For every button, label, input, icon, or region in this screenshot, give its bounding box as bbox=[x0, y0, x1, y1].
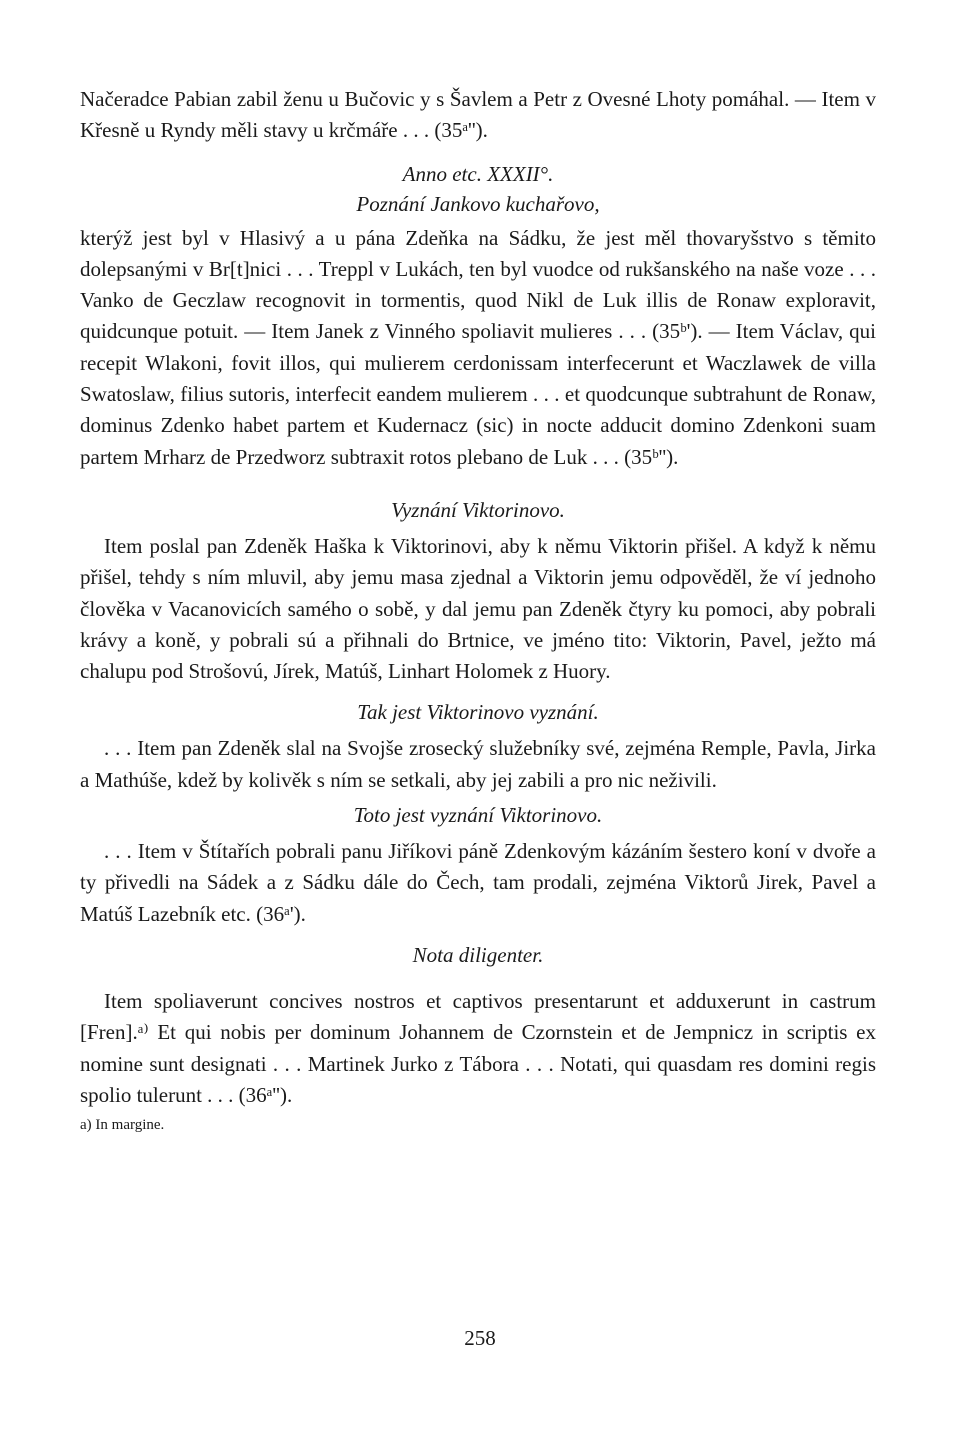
heading-nota: Nota diligenter. bbox=[412, 942, 544, 967]
paragraph-5: . . . Item v Štítařích pobrali panu Jiříkovi páně Zdenkovým kázáním šestero koní v dvoře a ty přivedli na Sádek a z Sádku dále do Čech, tam prodali, zejména Viktorů Jirek, Pavel a Matúš Lazebník etc. (36ᵃ'). bbox=[80, 839, 876, 926]
paragraph-4: . . . Item pan Zdeněk slal na Svojše zrosecký služebníky své, zejména Remple, Pavla, Jirka a Mathúše, kdež by kolivěk s ním se setkali, aby jej zabili a pro nic neživili. bbox=[80, 736, 876, 792]
heading-toto-jest: Toto jest vyznání Viktorinovo. bbox=[353, 803, 603, 828]
paragraph-6: Item spoliaverunt concives nostros et captivos presentarunt et adduxerunt in castrum [Fren].ᵃ⁾ Et qui nobis per dominum Johannem de Czornstein et de Jempnicz in scriptis ex nomine sunt designati . . . Martinek Jurko z Tábora . . . Notati, qui quasdam res domini regis spolio tulerunt . . . (36ᵃ''). bbox=[80, 988, 876, 1107]
page-number: 258 bbox=[464, 1326, 496, 1350]
paragraph-2: kterýž jest byl v Hlasivý a u pána Zdeňka na Sádku, že jest měl thovaryšstvo s těmito dolepsanými v Br[t]nici . . . Treppl v Lukách, ten byl vuodce od rukšanského na naše voze . . . Vanko de Geczlaw recognovit in tormentis, quod Nikl de Luk illis de Ronaw exploravit, quidcunque potuit. — Item Janek z Vinného spoliavit mulieres . . . (35ᵇ'). — Item Václav, qui recepit Wlakoni, fovit illos, qui mulierem cerdonissam interfecerunt et Waczlawek de villa Swatoslaw, filius sutoris, interfecit eandem mulierem . . . et quodcunque subtrahunt de Ronaw, dominus Zdenko habet partem et Kudernacz (sic) in nocte adducit domino Zdenkoni suam partem Mrharz de Przedworz subtraxit rotos plebano de Luk . . . (35ᵇ''). bbox=[80, 225, 876, 469]
heading-tak-jest: Tak jest Viktorinovo vyznání. bbox=[357, 700, 599, 725]
heading-poznani: Poznání Jankovo kuchařovo, bbox=[356, 191, 600, 216]
heading-anno: Anno etc. XXXII°. bbox=[402, 161, 554, 186]
page-body bbox=[80, 84, 876, 1135]
paragraph-1: Načeradce Pabian zabil ženu u Bučovic y s Šavlem a Petr z Ovesné Lhoty pomáhal. — Item v Křesně u Ryndy měli stavy u krčmáře . . . (35ᵃ''). bbox=[80, 87, 876, 143]
paragraph-3: Item poslal pan Zdeněk Haška k Viktorinovi, aby k němu Viktorin přišel. A když k němu přišel, tehdy s ním mluvil, aby jemu masa zjednal a Viktorin jemu odpověděl, že ví jednoho člověka v Vacanovicích samého o sobě, y dal jemu pan Zdeněk čtyry ku pomoci, aby pobrali krávy a koně, y pobrali sú a přihnali do Brtnice, ve jméno tito: Viktorin, Pavel, ježto má chalupu pod Strošovú, Jírek, Matúš, Linhart Holomek z Huory. bbox=[80, 533, 876, 684]
footnote: a) In margine. bbox=[80, 1117, 165, 1134]
heading-vyznani: Vyznání Viktorinovo. bbox=[391, 497, 565, 522]
